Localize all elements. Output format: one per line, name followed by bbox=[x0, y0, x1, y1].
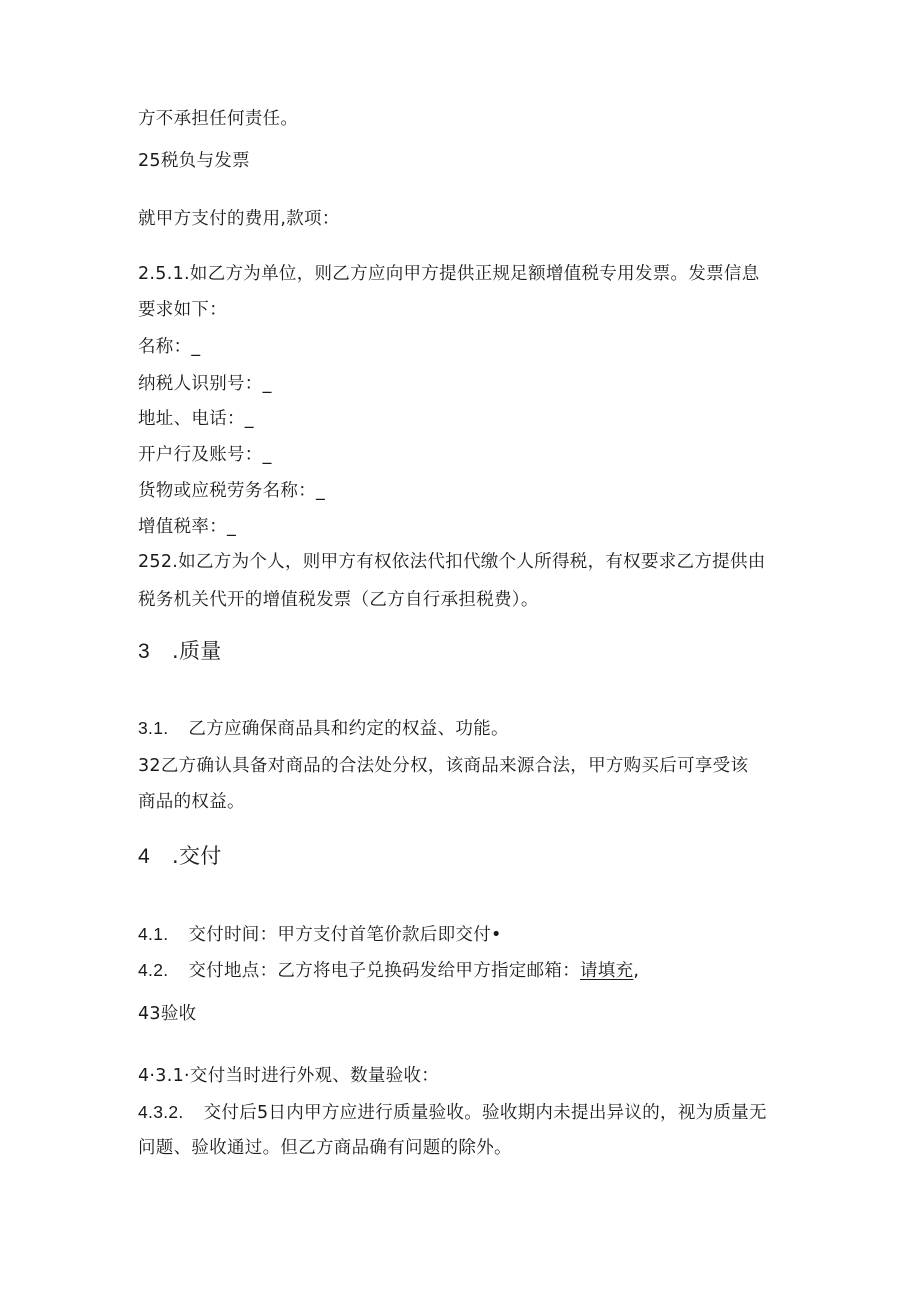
text-line: 4·3.1·交付当时进行外观、数量验收： bbox=[138, 1066, 440, 1086]
text-line: 252.如乙方为个人，则甲方有权依法代扣代缴个人所得税，有权要求乙方提供由 bbox=[138, 552, 766, 572]
clause-text: 交付地点：乙方将电子兑换码发给甲方指定邮箱： bbox=[188, 961, 580, 981]
invoice-field-name: 名称：_ bbox=[138, 337, 201, 357]
clause-end: , bbox=[633, 961, 640, 981]
invoice-field-goods-name: 货物或应税劳务名称：_ bbox=[138, 481, 326, 501]
section-number: 4 bbox=[138, 845, 150, 868]
section-title: .交付 bbox=[171, 844, 222, 868]
section-heading-quality bbox=[138, 637, 222, 666]
text-line: 方不承担任何责任。 bbox=[138, 109, 299, 129]
clause-line bbox=[138, 716, 509, 741]
invoice-field-bank-account: 开户行及账号：_ bbox=[138, 445, 272, 465]
clause-number: 4.2. bbox=[138, 960, 169, 980]
text-line: 问题、验收通过。但乙方商品确有问题的除外。 bbox=[138, 1138, 512, 1158]
clause-line bbox=[138, 922, 502, 947]
section-title: .质量 bbox=[171, 639, 222, 663]
clause-number: 4.1. bbox=[138, 924, 169, 944]
clause-number: 3.1. bbox=[138, 718, 169, 738]
subsection-heading: 43验收 bbox=[138, 1004, 197, 1024]
clause-line bbox=[138, 1100, 767, 1125]
text-line: 就甲方支付的费用,款项： bbox=[138, 209, 340, 229]
invoice-field-address-phone: 地址、电话：_ bbox=[138, 409, 254, 429]
clause-text: 交付后5日内甲方应进行质量验收。验收期内未提出异议的，视为质量无 bbox=[203, 1103, 767, 1123]
invoice-field-taxpayer-id: 纳税人识别号：_ bbox=[138, 374, 272, 394]
clause-number: 4.3.2. bbox=[138, 1102, 184, 1122]
clause-text: 乙方应确保商品具和约定的权益、功能。 bbox=[188, 719, 509, 739]
text-line: 税务机关代开的增值税发票（乙方自行承担税费）。 bbox=[138, 590, 539, 610]
text-line: 32乙方确认具备对商品的合法处分权，该商品来源合法，甲方购买后可享受该 bbox=[138, 756, 749, 776]
text-line: 商品的权益。 bbox=[138, 792, 245, 812]
subsection-heading: 25税负与发票 bbox=[138, 151, 250, 171]
text-line: 2.5.1.如乙方为单位，则乙方应向甲方提供正规足额增值税专用发票。发票信息 bbox=[138, 264, 760, 284]
section-heading-delivery bbox=[138, 842, 222, 871]
fill-in-blank: 请填充 bbox=[580, 961, 634, 981]
section-number: 3 bbox=[138, 640, 150, 663]
invoice-field-tax-rate: 增值税率：_ bbox=[138, 517, 237, 537]
text-line: 要求如下： bbox=[138, 300, 227, 320]
clause-line bbox=[138, 958, 639, 983]
clause-text: 交付时间：甲方支付首笔价款后即交付• bbox=[188, 925, 502, 945]
